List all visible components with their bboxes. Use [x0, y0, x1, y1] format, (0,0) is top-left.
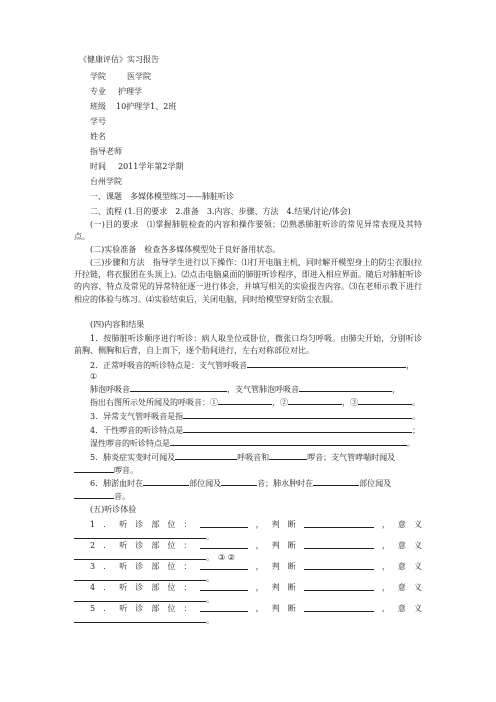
- row-number: 1: [90, 520, 96, 529]
- row-text: ，: [255, 604, 264, 613]
- answer-blank[interactable]: [218, 396, 272, 405]
- question-3: 3．异常支气管呼吸音是指 。: [90, 412, 421, 421]
- answer-blank[interactable]: [299, 383, 392, 392]
- row-text: 位: [167, 562, 176, 571]
- header-row-time: 时间 2011学年第2学期: [90, 162, 184, 171]
- answer-blank[interactable]: [200, 519, 248, 528]
- row-text: ：: [183, 562, 192, 571]
- practice-row-continuation: [74, 614, 214, 626]
- row-text: 诊: [135, 520, 144, 529]
- answer-blank[interactable]: [200, 582, 248, 591]
- answer-blank[interactable]: [304, 519, 374, 528]
- question-6-line-1: 6．肺淤血时在 部位闻及 音；肺水肿时在 部位闻及: [90, 479, 392, 488]
- answer-blank[interactable]: [221, 477, 257, 486]
- answer-blank[interactable]: [304, 561, 374, 570]
- row-text: 位: [167, 520, 176, 529]
- question-4-line-1: 4．干性啰音的听诊特点是 ；: [90, 426, 421, 435]
- row-text: ．: [103, 604, 112, 613]
- answer-blank[interactable]: [269, 451, 307, 460]
- row-text: 断: [287, 541, 296, 550]
- header-row-class: 班级 10护理学1、2班: [90, 102, 177, 111]
- row-text: 部: [151, 604, 160, 613]
- row-text: 义: [413, 562, 422, 571]
- row-text: 。: [206, 574, 214, 583]
- row-text: 断: [287, 604, 296, 613]
- row-text: 诊: [135, 562, 144, 571]
- row-text: ．: [103, 541, 112, 550]
- question-6-line-2: 音。: [74, 490, 130, 502]
- row-text: 。: [206, 616, 214, 625]
- row-text: ，: [255, 541, 264, 550]
- diagram-markers: ③ ②: [218, 553, 235, 562]
- row-text: 义: [413, 520, 422, 529]
- row-number: 5: [90, 604, 96, 613]
- header-row-student-id: 学号: [90, 117, 106, 126]
- row-text: 断: [287, 520, 296, 529]
- row-text: ，: [381, 541, 390, 550]
- answer-blank[interactable]: [130, 383, 227, 392]
- row-text: 。: [206, 532, 214, 541]
- question-2-line-2: 肺泡呼吸音 ，支气管肺泡呼吸音 ，: [90, 385, 400, 394]
- paragraph-objectives: (一)目的要求 ⑴掌握肺脏检查的内容和操作要领；⑵熟悉肺脏听诊的常见异常表现及其特点。: [74, 220, 422, 242]
- answer-blank[interactable]: [200, 561, 248, 570]
- question-2-line-3: 指出右图所示处所闻及的呼吸音：① ，② ，③ 。: [90, 398, 420, 407]
- answer-blank[interactable]: [74, 551, 206, 560]
- row-text: 听: [119, 604, 128, 613]
- row-text: 听: [119, 562, 128, 571]
- answer-blank[interactable]: [358, 396, 412, 405]
- question-4-line-2: 湿性啰音的听诊特点是 。: [90, 439, 415, 448]
- practice-row: [90, 561, 422, 572]
- answer-blank[interactable]: [313, 477, 359, 486]
- paragraph-preparation: (二)实验准备 检查各多媒体模型处于良好备用状态。: [90, 245, 281, 254]
- row-text: 意: [397, 562, 406, 571]
- row-text: 判: [271, 583, 280, 592]
- row-text: ，: [255, 583, 264, 592]
- row-text: ：: [183, 604, 192, 613]
- answer-blank[interactable]: [143, 477, 189, 486]
- row-text: ，: [381, 520, 390, 529]
- answer-blank[interactable]: [74, 490, 114, 499]
- row-number: 3: [90, 562, 96, 571]
- answer-blank[interactable]: [247, 359, 406, 368]
- answer-blank[interactable]: [304, 582, 374, 591]
- paragraph-steps: (三)步骤和方法 指导学生进行以下操作：⑴打开电脑主机，同时解开模型身上的防尘衣服(拉开拉链，将衣服团在头顶上)。⑵点击电脑桌面的肺脏听诊程序，即进入相应界面。随后对肺脏听诊的内容、特点及常见的异常特征逐一进行体会，并填写相关的实验报告内容。⑶在老师示教下进行相应的体验与练习。⑷实验结束后，关闭电脑，同时给模型穿好防尘衣服。: [74, 258, 422, 304]
- answer-blank[interactable]: [304, 540, 374, 549]
- row-text: 义: [413, 604, 422, 613]
- row-text: 义: [413, 583, 422, 592]
- row-text: ．: [103, 583, 112, 592]
- answer-blank[interactable]: [200, 540, 248, 549]
- header-row-college: 学院 医学院: [90, 72, 151, 81]
- row-text: 位: [167, 604, 176, 613]
- answer-blank[interactable]: [170, 437, 407, 446]
- row-text: 意: [397, 604, 406, 613]
- practice-row: [90, 519, 422, 530]
- row-text: ：: [183, 583, 192, 592]
- section-content-results: (四)内容和结果: [90, 320, 145, 329]
- row-text: 。: [206, 553, 214, 562]
- row-text: 部: [151, 520, 160, 529]
- practice-row: [90, 582, 422, 593]
- row-number: 2: [90, 541, 96, 550]
- school-name: 台州学院: [90, 177, 122, 186]
- header-row-advisor: 指导老师: [90, 147, 122, 156]
- answer-blank[interactable]: [304, 603, 374, 612]
- row-text: 部: [151, 541, 160, 550]
- answer-blank[interactable]: [74, 572, 206, 581]
- row-text: 断: [287, 562, 296, 571]
- row-text: ：: [183, 520, 192, 529]
- row-text: 意: [397, 541, 406, 550]
- row-text: ，: [381, 583, 390, 592]
- row-text: 位: [167, 583, 176, 592]
- row-text: 诊: [135, 604, 144, 613]
- section-process: 二、流程 (1.目的要求 2.准备 3.内容、步骤、方法 4.结果/讨论/体会): [90, 207, 351, 216]
- answer-blank[interactable]: [183, 424, 412, 433]
- question-2-line-1: 2．正常呼吸音的听诊特点是：支气管呼吸音 ，: [90, 361, 415, 370]
- row-text: 意: [397, 520, 406, 529]
- row-text: 诊: [135, 541, 144, 550]
- answer-blank[interactable]: [74, 614, 206, 623]
- section-topic: 一、课题 多媒体模型练习——肺脏听诊: [90, 192, 234, 201]
- report-title: 《健康评估》实习报告: [79, 55, 159, 64]
- question-5-line-2: 啰音。: [74, 464, 138, 476]
- row-text: 位: [167, 541, 176, 550]
- row-text: 判: [271, 520, 280, 529]
- row-text: 听: [119, 583, 128, 592]
- row-text: 听: [119, 520, 128, 529]
- question-2-circle: ①: [90, 372, 98, 381]
- row-text: 部: [151, 562, 160, 571]
- question-1: 1．按肺脏听诊顺序进行听诊：病人取坐位或卧位，微张口均匀呼吸。由肺尖开始，分别听诊前胸、侧胸和后背，自上而下，逐个肋间进行，左右对称部位对比。: [74, 334, 422, 356]
- row-text: 意: [397, 583, 406, 592]
- row-text: ．: [103, 520, 112, 529]
- row-text: ：: [183, 541, 192, 550]
- section-auscultation-practice: (五)听诊体验: [90, 505, 137, 514]
- answer-blank[interactable]: [288, 396, 342, 405]
- row-text: 。: [206, 595, 214, 604]
- answer-blank[interactable]: [74, 530, 206, 539]
- practice-row: [90, 540, 422, 551]
- row-text: ，: [255, 520, 264, 529]
- row-text: 部: [151, 583, 160, 592]
- answer-blank[interactable]: [74, 593, 206, 602]
- row-text: ，: [381, 604, 390, 613]
- answer-blank[interactable]: [175, 451, 237, 460]
- row-text: 诊: [135, 583, 144, 592]
- row-text: 判: [271, 604, 280, 613]
- answer-blank[interactable]: [74, 464, 114, 473]
- question-5-line-1: 5．肺炎症实变时可闻及 呼吸音和 啰音；支气管哮喘时闻及: [90, 453, 396, 462]
- row-text: 听: [119, 541, 128, 550]
- row-text: 判: [271, 562, 280, 571]
- answer-blank[interactable]: [200, 603, 248, 612]
- practice-row: [90, 603, 422, 614]
- row-text: ．: [103, 562, 112, 571]
- header-row-name: 姓名: [90, 132, 106, 141]
- row-text: 义: [413, 541, 422, 550]
- answer-blank[interactable]: [183, 410, 412, 419]
- row-number: 4: [90, 583, 96, 592]
- row-text: ，: [255, 562, 264, 571]
- header-row-major: 专业 护理学: [90, 87, 142, 96]
- row-text: ，: [381, 562, 390, 571]
- row-text: 判: [271, 541, 280, 550]
- row-text: 断: [287, 583, 296, 592]
